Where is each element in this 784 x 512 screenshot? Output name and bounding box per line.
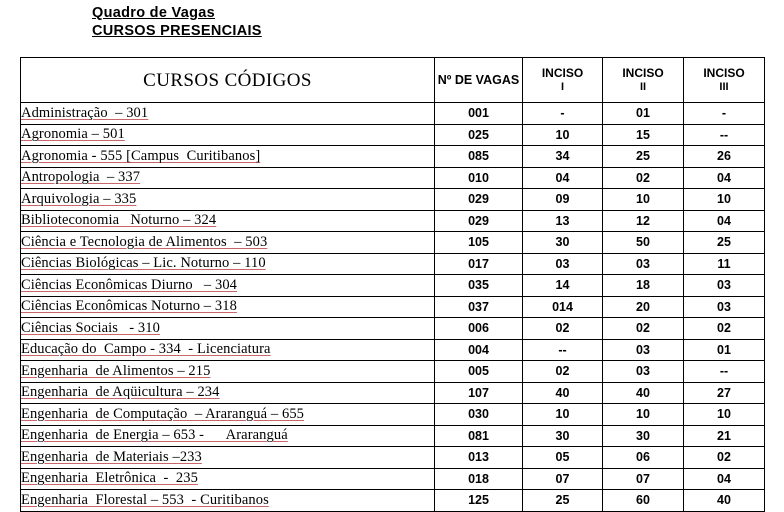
- cell-inciso-ii: 01: [603, 103, 684, 125]
- cell-inciso-iii: 27: [684, 382, 765, 404]
- table-row: [21, 296, 765, 318]
- cell-inciso-ii: 06: [603, 447, 684, 469]
- column-header-inciso-iii: [684, 58, 765, 103]
- cell-vagas: 037: [435, 296, 523, 318]
- cell-curso: Ciência e Tecnologia de Alimentos – 503: [21, 232, 435, 254]
- column-header-vagas: Nº DE VAGAS: [435, 58, 523, 103]
- cell-inciso-iii: 10: [684, 404, 765, 426]
- table-row: [21, 339, 765, 361]
- cell-inciso-iii: 03: [684, 296, 765, 318]
- table-row: [21, 447, 765, 469]
- cell-curso: Ciências Econômicas Noturno – 318: [21, 296, 435, 318]
- cell-inciso-iii: 04: [684, 468, 765, 490]
- cell-inciso-i: 03: [523, 253, 603, 275]
- cell-vagas: 125: [435, 490, 523, 512]
- cell-inciso-ii: 30: [603, 425, 684, 447]
- cell-inciso-i: 02: [523, 318, 603, 340]
- cell-inciso-i: 14: [523, 275, 603, 297]
- cell-curso: Engenharia de Aqüicultura – 234: [21, 382, 435, 404]
- cell-inciso-iii: 10: [684, 189, 765, 211]
- cell-inciso-iii: 40: [684, 490, 765, 512]
- table-row: [21, 146, 765, 168]
- cell-inciso-i: 05: [523, 447, 603, 469]
- cell-inciso-iii: 21: [684, 425, 765, 447]
- cell-inciso-ii: 50: [603, 232, 684, 254]
- table-row: [21, 189, 765, 211]
- cell-curso: Administração – 301: [21, 103, 435, 125]
- cell-inciso-i: 02: [523, 361, 603, 383]
- table-row: [21, 232, 765, 254]
- cell-vagas: 025: [435, 124, 523, 146]
- cell-vagas: 081: [435, 425, 523, 447]
- inciso-ii-label: INCISO: [622, 66, 664, 80]
- cell-inciso-ii: 03: [603, 253, 684, 275]
- cell-vagas: 105: [435, 232, 523, 254]
- cell-inciso-ii: 03: [603, 339, 684, 361]
- column-header-inciso-ii: [603, 58, 684, 103]
- table-row: [21, 210, 765, 232]
- inciso-iii-label: INCISO: [703, 66, 745, 80]
- cell-inciso-iii: --: [684, 361, 765, 383]
- cell-inciso-i: 34: [523, 146, 603, 168]
- title-line-1: Quadro de Vagas: [92, 5, 215, 21]
- table-row: [21, 275, 765, 297]
- cell-curso: Biblioteconomia Noturno – 324: [21, 210, 435, 232]
- inciso-ii-sub: II: [639, 81, 647, 93]
- cell-inciso-ii: 10: [603, 404, 684, 426]
- inciso-i-sub: I: [560, 81, 565, 93]
- cell-curso: Agronomia - 555 [Campus Curitibanos]: [21, 146, 435, 168]
- cell-inciso-iii: 04: [684, 167, 765, 189]
- vagas-table-container: [20, 57, 764, 512]
- cell-curso: Arquivologia – 335: [21, 189, 435, 211]
- cell-inciso-ii: 20: [603, 296, 684, 318]
- cell-inciso-iii: 03: [684, 275, 765, 297]
- cell-inciso-i: --: [523, 339, 603, 361]
- cell-vagas: 001: [435, 103, 523, 125]
- title-line-2: CURSOS PRESENCIAIS: [92, 23, 262, 39]
- cell-vagas: 018: [435, 468, 523, 490]
- cell-vagas: 030: [435, 404, 523, 426]
- cell-inciso-ii: 02: [603, 167, 684, 189]
- cell-inciso-i: 04: [523, 167, 603, 189]
- table-row: [21, 318, 765, 340]
- cell-curso: Engenharia Florestal – 553 - Curitibanos: [21, 490, 435, 512]
- column-header-cursos: CURSOS CÓDIGOS: [21, 58, 435, 103]
- cell-curso: Antropologia – 337: [21, 167, 435, 189]
- cell-vagas: 006: [435, 318, 523, 340]
- cell-curso: Engenharia de Computação – Araranguá – 655: [21, 404, 435, 426]
- cell-curso: Agronomia – 501: [21, 124, 435, 146]
- cell-inciso-iii: 02: [684, 447, 765, 469]
- table-row: [21, 404, 765, 426]
- cell-vagas: 013: [435, 447, 523, 469]
- cell-vagas: 017: [435, 253, 523, 275]
- cell-curso: Engenharia Eletrônica - 235: [21, 468, 435, 490]
- cell-inciso-iii: 02: [684, 318, 765, 340]
- cell-inciso-iii: 01: [684, 339, 765, 361]
- cell-inciso-i: 10: [523, 124, 603, 146]
- cell-inciso-i: 09: [523, 189, 603, 211]
- cell-inciso-ii: 40: [603, 382, 684, 404]
- cell-inciso-ii: 07: [603, 468, 684, 490]
- table-row: [21, 124, 765, 146]
- cell-curso: Engenharia de Energia – 653 - Araranguá: [21, 425, 435, 447]
- cell-vagas: 085: [435, 146, 523, 168]
- cell-inciso-iii: 11: [684, 253, 765, 275]
- cell-vagas: 010: [435, 167, 523, 189]
- table-row: [21, 103, 765, 125]
- table-row: [21, 468, 765, 490]
- cell-vagas: 029: [435, 189, 523, 211]
- cell-inciso-ii: 03: [603, 361, 684, 383]
- table-row: [21, 490, 765, 512]
- cell-inciso-i: 40: [523, 382, 603, 404]
- cell-curso: Ciências Sociais - 310: [21, 318, 435, 340]
- table-row: [21, 361, 765, 383]
- vagas-table: [20, 57, 765, 512]
- cell-inciso-iii: --: [684, 124, 765, 146]
- cell-inciso-ii: 15: [603, 124, 684, 146]
- cell-curso: Ciências Biológicas – Lic. Noturno – 110: [21, 253, 435, 275]
- table-row: [21, 425, 765, 447]
- table-row: [21, 167, 765, 189]
- cell-curso: Ciências Econômicas Diurno – 304: [21, 275, 435, 297]
- table-row: [21, 253, 765, 275]
- cell-curso: Educação do Campo - 334 - Licenciatura: [21, 339, 435, 361]
- cell-vagas: 004: [435, 339, 523, 361]
- cell-inciso-iii: -: [684, 103, 765, 125]
- cell-inciso-i: 30: [523, 232, 603, 254]
- cell-vagas: 029: [435, 210, 523, 232]
- cell-curso: Engenharia de Alimentos – 215: [21, 361, 435, 383]
- cell-inciso-i: 13: [523, 210, 603, 232]
- cell-inciso-i: 10: [523, 404, 603, 426]
- page-title: [92, 4, 262, 40]
- table-header-row: [21, 58, 765, 103]
- cell-inciso-iii: 04: [684, 210, 765, 232]
- cell-inciso-i: -: [523, 103, 603, 125]
- cell-inciso-ii: 02: [603, 318, 684, 340]
- cell-inciso-ii: 10: [603, 189, 684, 211]
- cell-vagas: 107: [435, 382, 523, 404]
- cell-inciso-ii: 12: [603, 210, 684, 232]
- cell-inciso-i: 07: [523, 468, 603, 490]
- cell-curso: Engenharia de Materiais –233: [21, 447, 435, 469]
- cell-inciso-iii: 26: [684, 146, 765, 168]
- table-body: [21, 103, 765, 512]
- inciso-i-label: INCISO: [541, 66, 584, 80]
- cell-inciso-iii: 25: [684, 232, 765, 254]
- inciso-iii-sub: III: [719, 81, 729, 93]
- column-header-inciso-i: [523, 58, 603, 103]
- cell-inciso-ii: 60: [603, 490, 684, 512]
- cell-inciso-i: 25: [523, 490, 603, 512]
- table-header: [21, 58, 765, 103]
- cell-vagas: 035: [435, 275, 523, 297]
- cell-vagas: 005: [435, 361, 523, 383]
- cell-inciso-i: 30: [523, 425, 603, 447]
- table-row: [21, 382, 765, 404]
- cell-inciso-ii: 25: [603, 146, 684, 168]
- cell-inciso-i: 014: [523, 296, 603, 318]
- cell-inciso-ii: 18: [603, 275, 684, 297]
